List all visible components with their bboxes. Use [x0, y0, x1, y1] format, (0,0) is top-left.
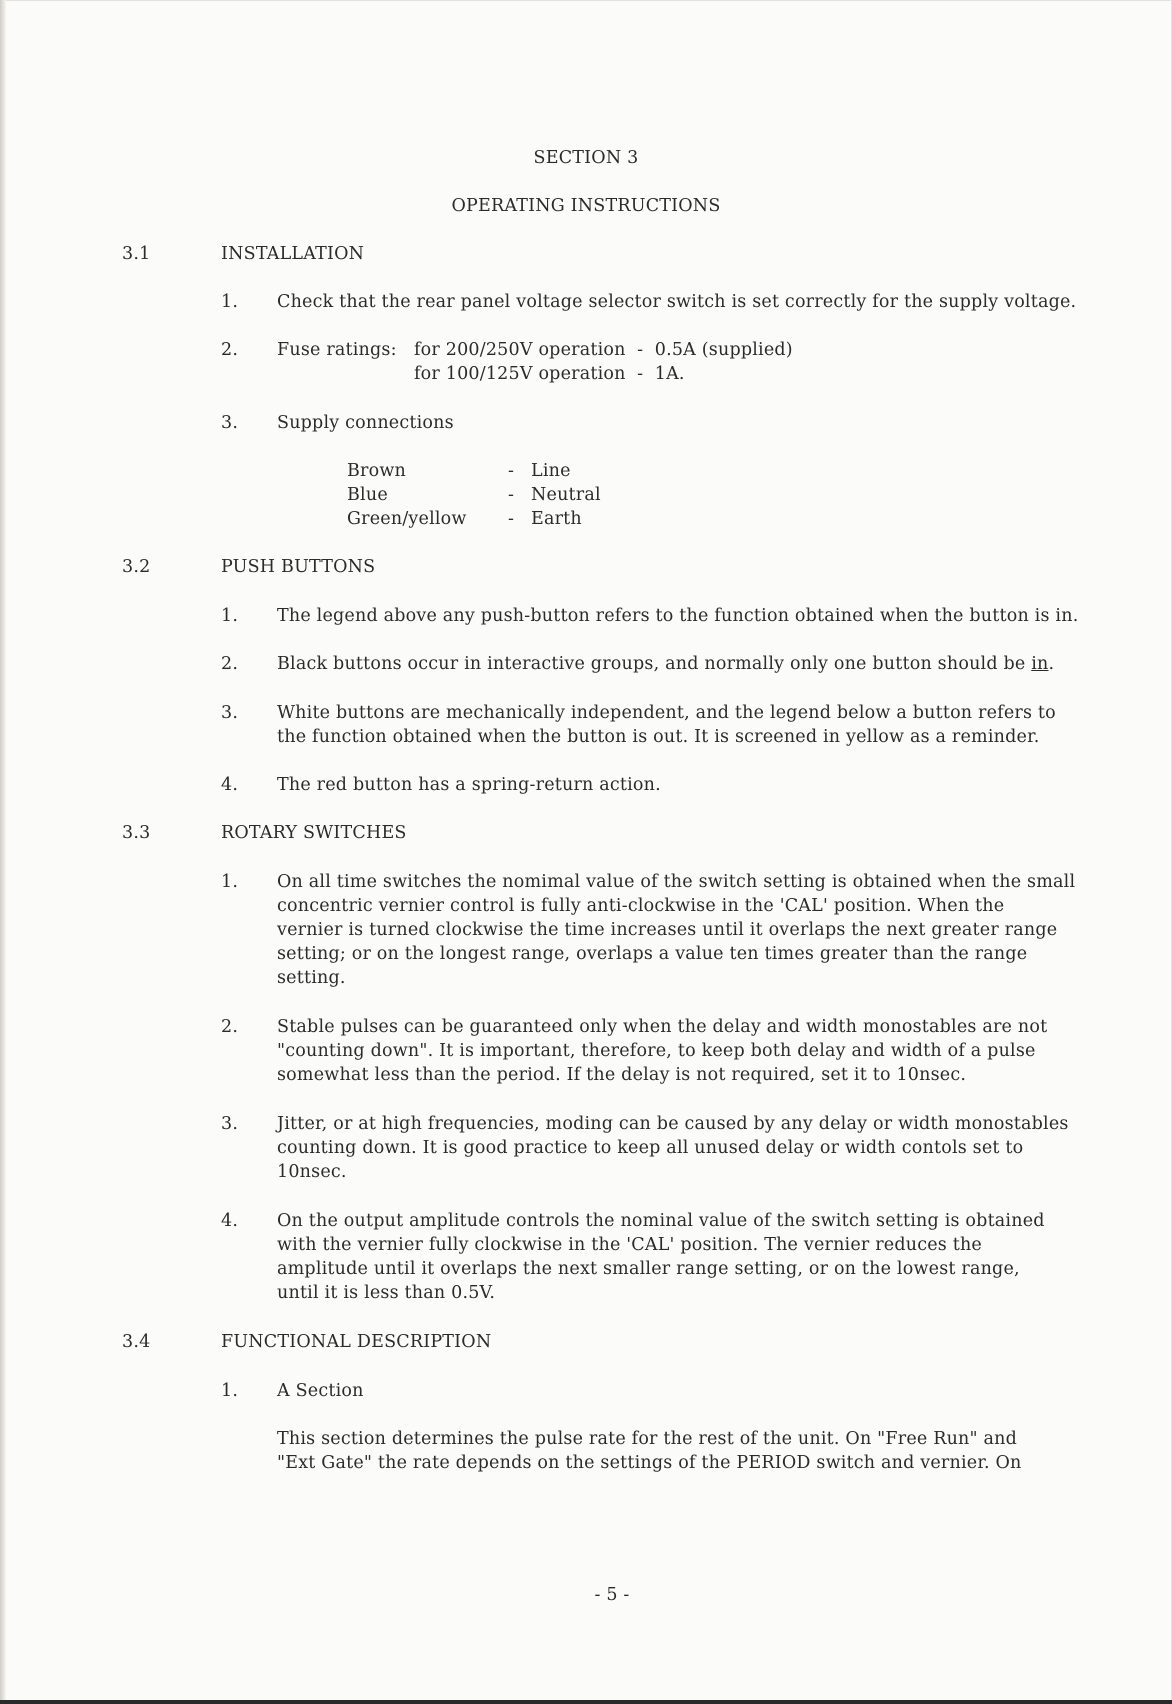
push-buttons-item-2 [277, 652, 1054, 676]
push-buttons-item-2-text: Black buttons occur in interactive groups, and normally only one button should be [277, 654, 1032, 674]
underlined-in: in [1031, 654, 1049, 674]
rotary-item-3-line: 10nsec. [277, 1162, 347, 1182]
a-section-paragraph-line: This section determines the pulse rate for the rest of the unit. On "Free Run" and [277, 1429, 1018, 1449]
wire-function: Line [531, 461, 571, 481]
item-number: 1. [221, 292, 239, 312]
wire-dash: - [508, 509, 515, 529]
rotary-item-1-line: setting; or on the longest range, overlaps a value ten times greater than the range [277, 944, 1028, 964]
push-buttons-item-2-end: . [1048, 654, 1055, 674]
installation-item-1: Check that the rear panel voltage selector switch is set correctly for the supply voltage. [277, 292, 1077, 312]
heading-functional-description: FUNCTIONAL DESCRIPTION [221, 1332, 492, 1352]
push-buttons-item-3-line-1: White buttons are mechanically independent, and the legend below a button refers to [277, 703, 1056, 723]
item-number: 1. [221, 1381, 239, 1401]
push-buttons-item-4: The red button has a spring-return action. [277, 775, 661, 795]
item-number: 2. [221, 1017, 239, 1037]
rotary-item-1-line: On all time switches the nomimal value of the switch setting is obtained when the small [277, 872, 1076, 892]
section-number-3-4: 3.4 [122, 1332, 151, 1352]
fuse-rating-line-1: for 200/250V operation - 0.5A (supplied) [414, 340, 793, 360]
rotary-item-2-line: "counting down". It is important, therefore, to keep both delay and width of a pulse [277, 1041, 1036, 1061]
item-number: 2. [221, 340, 239, 360]
item-number: 4. [221, 1211, 239, 1231]
a-section-heading: A Section [277, 1381, 364, 1401]
wire-function: Earth [531, 509, 582, 529]
section-subtitle: OPERATING INSTRUCTIONS [451, 196, 721, 216]
item-number: 1. [221, 606, 239, 626]
wire-color: Brown [347, 461, 407, 481]
a-section-paragraph-line: "Ext Gate" the rate depends on the settings of the PERIOD switch and vernier. On [277, 1453, 1022, 1473]
section-number-3-1: 3.1 [122, 244, 151, 264]
wire-color: Green/yellow [347, 509, 467, 529]
rotary-item-2-line: Stable pulses can be guaranteed only when the delay and width monostables are not [277, 1017, 1048, 1037]
fuse-rating-line-2: for 100/125V operation - 1A. [414, 364, 685, 384]
heading-rotary-switches: ROTARY SWITCHES [221, 823, 407, 843]
section-number-3-2: 3.2 [122, 557, 151, 577]
push-buttons-item-3-line-2: the function obtained when the button is out. It is screened in yellow as a reminder. [277, 727, 1040, 747]
rotary-item-3-line: Jitter, or at high frequencies, moding can be caused by any delay or width monostables [277, 1114, 1069, 1134]
rotary-item-1-line: setting. [277, 968, 346, 988]
wire-dash: - [508, 485, 515, 505]
page-bottom-edge [0, 1700, 1172, 1704]
item-number: 2. [221, 654, 239, 674]
heading-push-buttons: PUSH BUTTONS [221, 557, 376, 577]
wire-dash: - [508, 461, 515, 481]
supply-connections-label: Supply connections [277, 413, 454, 433]
heading-installation: INSTALLATION [221, 244, 365, 264]
rotary-item-1-line: concentric vernier control is fully anti-clockwise in the 'CAL' position. When the [277, 896, 1005, 916]
rotary-item-2-line: somewhat less than the period. If the delay is not required, set it to 10nsec. [277, 1065, 967, 1085]
section-title: SECTION 3 [533, 148, 639, 168]
rotary-item-4-line: until it is less than 0.5V. [277, 1283, 496, 1303]
item-number: 1. [221, 872, 239, 892]
item-number: 3. [221, 703, 239, 723]
item-number: 4. [221, 775, 239, 795]
page-number: - 5 - [594, 1585, 630, 1605]
rotary-item-1-line: vernier is turned clockwise the time increases until it overlaps the next greater range [277, 920, 1058, 940]
rotary-item-4-line: On the output amplitude controls the nominal value of the switch setting is obtained [277, 1211, 1045, 1231]
rotary-item-3-line: counting down. It is good practice to keep all unused delay or width contols set to [277, 1138, 1024, 1158]
item-number: 3. [221, 413, 239, 433]
fuse-ratings-label: Fuse ratings: [277, 340, 397, 360]
item-number: 3. [221, 1114, 239, 1134]
rotary-item-4-line: with the vernier fully clockwise in the 'CAL' position. The vernier reduces the [277, 1235, 982, 1255]
page-left-edge [0, 0, 6, 1704]
section-number-3-3: 3.3 [122, 823, 151, 843]
rotary-item-4-line: amplitude until it overlaps the next smaller range setting, or on the lowest range, [277, 1259, 1020, 1279]
push-buttons-item-1: The legend above any push-button refers to the function obtained when the button is in. [277, 606, 1079, 626]
wire-function: Neutral [531, 485, 601, 505]
wire-color: Blue [347, 485, 388, 505]
